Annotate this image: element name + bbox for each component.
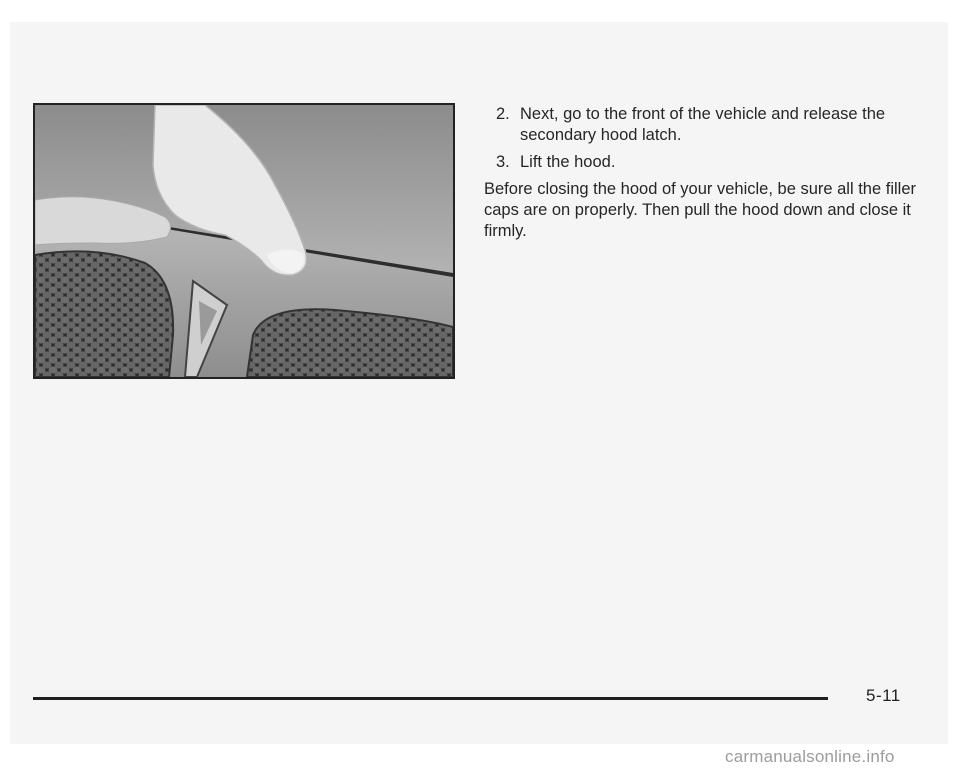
closing-paragraph: Before closing the hood of your vehicle, be sure all the filler caps are on properly. Then pull the hood down and close it firmly. — [484, 180, 916, 240]
hood-latch-photo — [33, 103, 455, 379]
step-number: 2. — [496, 105, 510, 123]
footer-rule — [33, 697, 828, 700]
step-number: 3. — [496, 153, 510, 171]
step-item — [484, 104, 924, 146]
step-text: Lift the hood. — [520, 153, 616, 171]
watermark-text: carmanualsonline.info — [725, 747, 895, 766]
page-number: 5-11 — [866, 686, 901, 705]
instructions-column — [484, 104, 924, 242]
step-item — [484, 152, 924, 173]
step-text: Next, go to the front of the vehicle and release the secondary hood latch. — [520, 105, 886, 144]
